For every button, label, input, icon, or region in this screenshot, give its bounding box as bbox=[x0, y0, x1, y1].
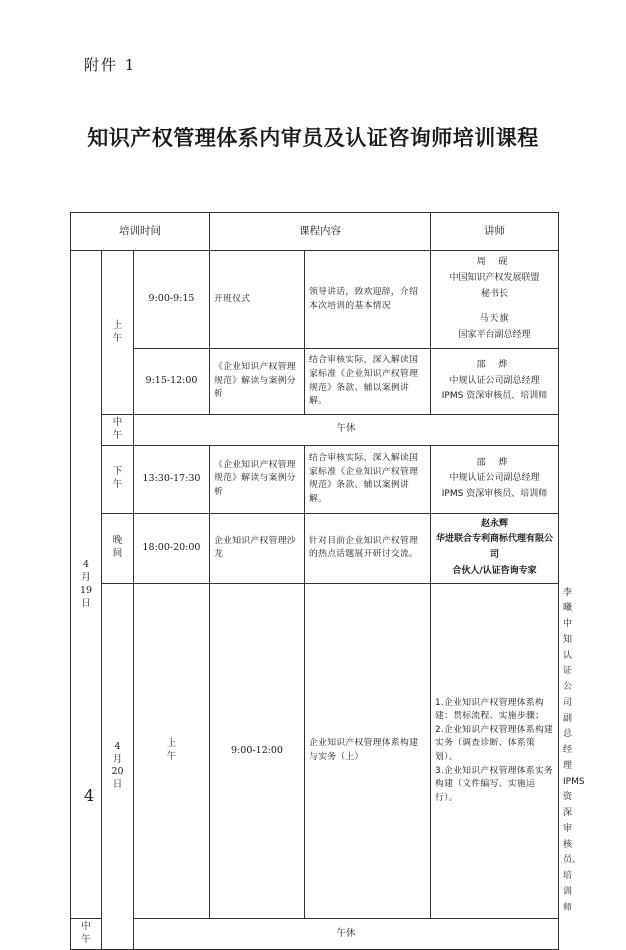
session-time: 9:00-12:00 bbox=[210, 583, 305, 919]
session-time: 13:30-17:30 bbox=[134, 445, 210, 513]
page-number: 4 bbox=[84, 786, 95, 805]
lunch-break: 午休 bbox=[134, 919, 559, 950]
lecturer-name: 赵永辉 bbox=[480, 518, 508, 529]
lecturer-role: IPMS 资深审核员、培训师 bbox=[441, 489, 548, 499]
course-detail: 结合审核实际，深入解读国家标准《企业知识产权管理规范》条款、辅以案例讲解。 bbox=[305, 349, 431, 415]
lecturer-org: 中国知识产权发展联盟 bbox=[449, 272, 540, 283]
lecturer-cell bbox=[431, 251, 559, 349]
period-noon: 中 午 bbox=[71, 919, 102, 950]
table-row bbox=[71, 349, 559, 415]
table-row: 4 月 20 日 上 午 9:00-12:00 企业知识产权管理体系构建与实务（上） 1.企业知识产权管理体系构建：贯标流程、实施步骤； 2.企业知识产权管理体系构建实务（调查诊断、体系策划）。 3.企业知识产权管理体系实务构建（文件编写、实施运行）。 李 曦 中知认证公司副总经理 IPMS 资深审核员、培训师 bbox=[71, 583, 559, 919]
course-title: 开班仪式 bbox=[210, 251, 305, 349]
table-row bbox=[71, 445, 559, 513]
period-morning: 上 午 bbox=[102, 251, 134, 415]
course-title: 企业知识产权管理体系构建与实务（上） bbox=[305, 583, 431, 919]
lecturer-cell bbox=[431, 349, 559, 415]
period-noon: 中 午 bbox=[102, 415, 134, 446]
session-time: 9:00-9:15 bbox=[134, 251, 210, 349]
table-header-row bbox=[71, 213, 559, 251]
table-row bbox=[71, 919, 559, 950]
course-title: 《企业知识产权管理规范》解读与案例分析 bbox=[210, 349, 305, 415]
session-time: 18:00-20:00 bbox=[134, 513, 210, 583]
lecturer-title: 中规认证公司副总经理 bbox=[449, 375, 540, 386]
period-afternoon: 下 午 bbox=[102, 445, 134, 513]
course-detail-item: 3.企业知识产权管理体系实务构建（文件编写、实施运行）。 bbox=[435, 765, 554, 803]
lecturer-title: 秘书长 bbox=[480, 288, 508, 299]
period-evening: 晚 间 bbox=[102, 513, 134, 583]
day-label-apr19: 4 月 19 日 bbox=[71, 251, 102, 919]
course-detail bbox=[431, 583, 559, 919]
period-morning: 上 午 bbox=[134, 583, 210, 919]
session-time: 9:15-12:00 bbox=[134, 349, 210, 415]
header-lecturer: 讲师 bbox=[431, 213, 559, 251]
lecturer-org: 华进联合专利商标代理有限公司 bbox=[435, 534, 553, 561]
table-row bbox=[71, 251, 559, 349]
lunch-break: 午休 bbox=[134, 415, 559, 446]
course-title: 《企业知识产权管理规范》解读与案例分析 bbox=[210, 445, 305, 513]
course-detail: 针对目前企业知识产权管理的热点话题展开研讨交流。 bbox=[305, 513, 431, 583]
course-detail: 领导讲话，致欢迎辞，介绍本次培训的基本情况 bbox=[305, 251, 431, 349]
lecturer-cell bbox=[431, 513, 559, 583]
lecturer-role: IPMS 资深审核员、培训师 bbox=[441, 391, 548, 402]
lecturer-name: 邵 烨 bbox=[476, 457, 513, 468]
lecturer-title: 国家平台副总经理 bbox=[458, 330, 531, 341]
course-detail-item: 1.企业知识产权管理体系构建：贯标流程、实施步骤； bbox=[435, 697, 545, 722]
lecturer-name: 周 砚 bbox=[476, 257, 513, 268]
lecturer-role: 合伙人/认证咨询专家 bbox=[452, 565, 537, 576]
lecturer-title: 中规认证公司副总经理 bbox=[449, 473, 540, 484]
course-title: 企业知识产权管理沙龙 bbox=[210, 513, 305, 583]
course-detail: 结合审核实际，深入解读国家标准《企业知识产权管理规范》条款、辅以案例讲解。 bbox=[305, 445, 431, 513]
lecturer-name: 马天旗 bbox=[479, 314, 510, 325]
annex-label: 附件 1 bbox=[84, 56, 137, 74]
lecturer-name: 邵 烨 bbox=[476, 359, 513, 370]
table-row bbox=[71, 513, 559, 583]
lecturer-cell bbox=[431, 445, 559, 513]
course-detail-item: 2.企业知识产权管理体系构建实务（调查诊断、体系策划）。 bbox=[435, 724, 554, 762]
table-row bbox=[71, 415, 559, 446]
document-title: 知识产权管理体系内审员及认证咨询师培训课程 bbox=[87, 126, 539, 150]
training-schedule-table bbox=[70, 212, 585, 950]
header-time: 培训时间 bbox=[71, 213, 210, 251]
day-label-apr20: 4 月 20 日 bbox=[102, 583, 134, 949]
header-content: 课程内容 bbox=[210, 213, 431, 251]
